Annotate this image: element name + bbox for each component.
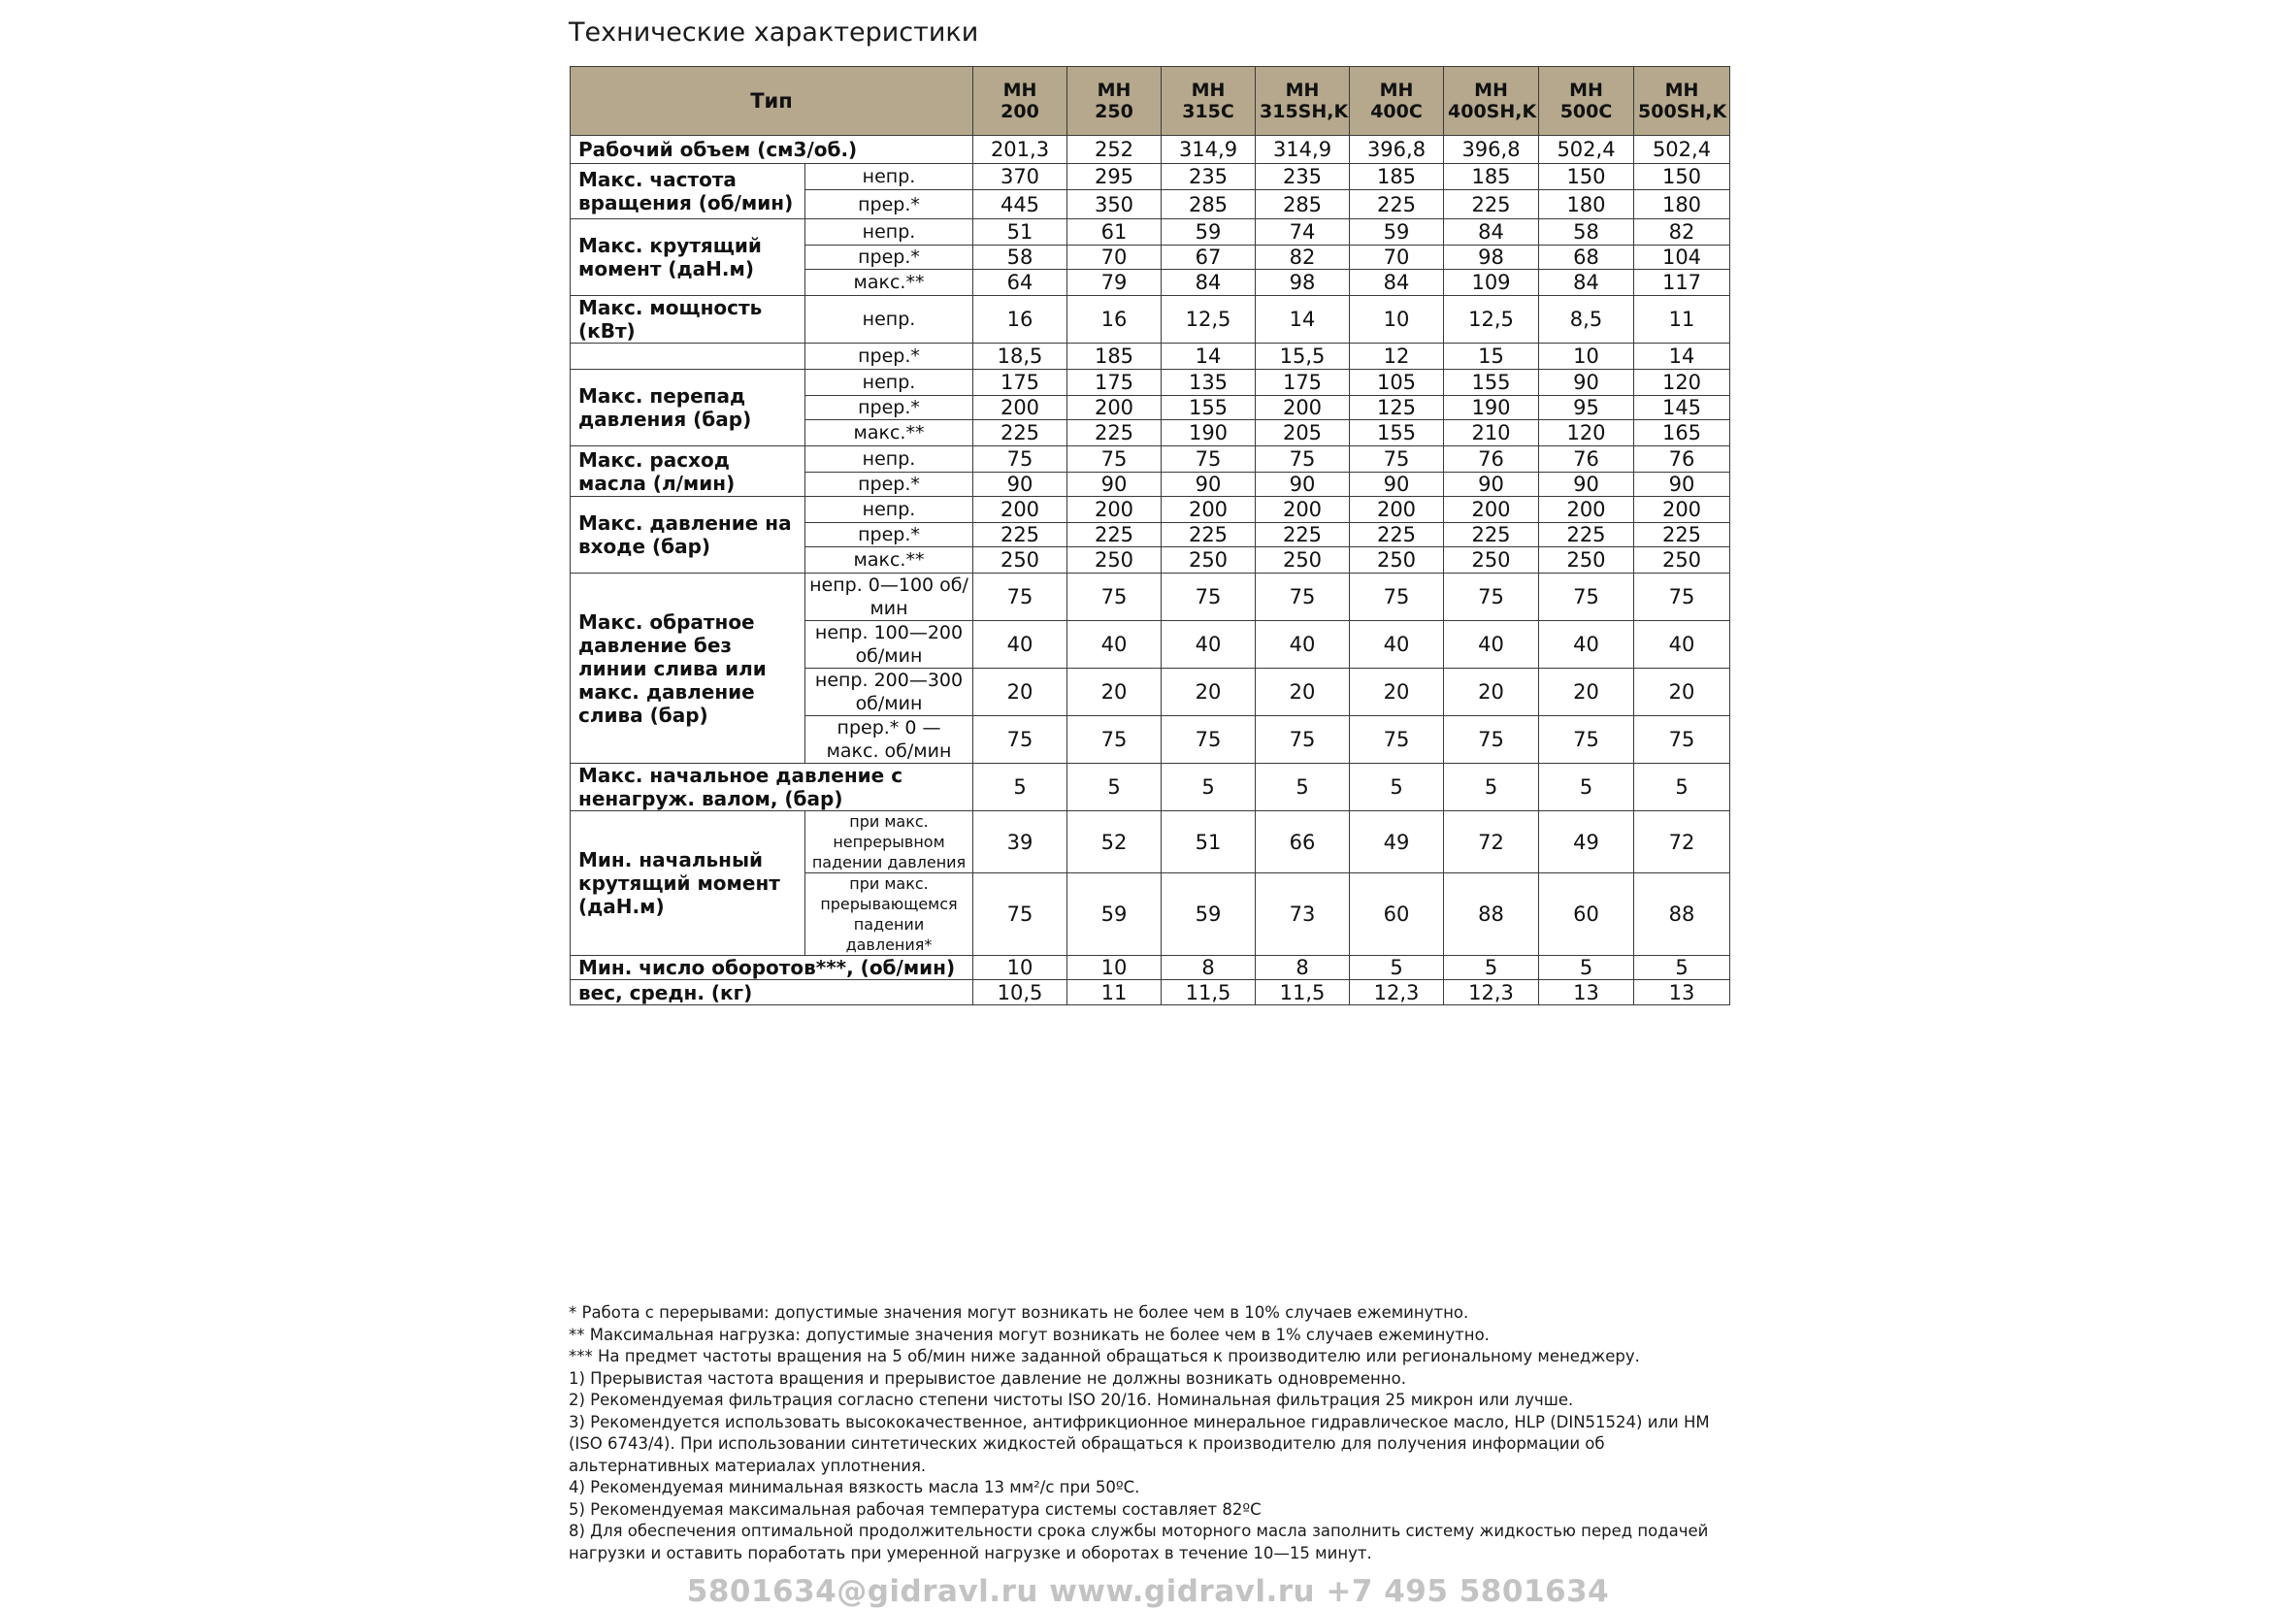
value-cell: 40 <box>1539 621 1634 669</box>
value-cell: 200 <box>1067 396 1162 420</box>
value-cell: 445 <box>973 190 1067 219</box>
value-cell: 61 <box>1067 219 1162 246</box>
value-cell: 210 <box>1444 420 1539 446</box>
value-cell: 75 <box>1162 446 1256 473</box>
value-cell: 14 <box>1162 344 1256 370</box>
condition-label: прер.* <box>805 344 973 370</box>
value-cell: 84 <box>1444 219 1539 246</box>
value-cell: 396,8 <box>1444 136 1539 164</box>
value-cell: 200 <box>1539 497 1634 523</box>
value-cell: 90 <box>1067 473 1162 497</box>
header-model-4 <box>1350 67 1444 136</box>
value-cell: 39 <box>973 811 1067 873</box>
value-cell: 75 <box>1350 446 1444 473</box>
value-cell: 135 <box>1162 370 1256 396</box>
value-cell: 18,5 <box>973 344 1067 370</box>
value-cell: 75 <box>1256 446 1350 473</box>
value-cell: 200 <box>1256 396 1350 420</box>
value-cell: 10 <box>973 956 1067 980</box>
value-cell: 20 <box>1444 669 1539 716</box>
value-cell: 175 <box>973 370 1067 396</box>
footnote: 3) Рекомендуется использовать высококачественное, антифрикционное минеральное гидравлическое масло, HLP (DIN51524) или НМ (ISO 6743/4). При использовании синтетических жидкостей обращаться к производителю для получения информации об альтернативных материалах уплотнения. <box>569 1412 1710 1475</box>
table-row <box>571 370 1730 396</box>
value-cell: 75 <box>1539 716 1634 764</box>
value-cell: 120 <box>1539 420 1634 446</box>
value-cell: 90 <box>1162 473 1256 497</box>
value-cell: 180 <box>1539 190 1634 219</box>
value-cell: 502,4 <box>1539 136 1634 164</box>
value-cell: 185 <box>1067 344 1162 370</box>
value-cell: 225 <box>973 523 1067 547</box>
table-row <box>571 344 1730 370</box>
condition-label: непр. 200—300 об/мин <box>805 669 973 716</box>
value-cell: 5 <box>1539 764 1634 811</box>
value-cell: 98 <box>1256 270 1350 296</box>
condition-label: непр. 0—100 об/мин <box>805 574 973 621</box>
value-cell: 88 <box>1634 873 1730 956</box>
value-cell: 250 <box>1350 547 1444 574</box>
value-cell: 59 <box>1162 873 1256 956</box>
table-row <box>571 574 1730 621</box>
value-cell: 20 <box>1067 669 1162 716</box>
value-cell: 70 <box>1067 246 1162 270</box>
value-cell: 165 <box>1634 420 1730 446</box>
header-model-part: МН <box>1474 80 1508 101</box>
header-model-part: 200 <box>1000 101 1039 122</box>
header-model-part: МН <box>1379 80 1414 101</box>
value-cell: 70 <box>1350 246 1444 270</box>
value-cell: 11,5 <box>1256 980 1350 1005</box>
condition-label: непр. 100—200 об/мин <box>805 621 973 669</box>
value-cell: 40 <box>1350 621 1444 669</box>
value-cell: 40 <box>1162 621 1256 669</box>
condition-label: макс.** <box>805 547 973 574</box>
value-cell: 5 <box>1350 956 1444 980</box>
value-cell: 250 <box>1067 547 1162 574</box>
header-model-part: 315SH,K <box>1260 101 1349 122</box>
value-cell: 10 <box>1350 296 1444 344</box>
header-model-part: 500С <box>1559 101 1613 122</box>
spec-table <box>570 66 1730 1005</box>
value-cell: 314,9 <box>1256 136 1350 164</box>
value-cell: 12 <box>1350 344 1444 370</box>
value-cell: 75 <box>1162 716 1256 764</box>
parameter-label: Макс. обратное давление без линии слива или макс. давление слива (бар) <box>571 574 805 764</box>
value-cell: 8 <box>1162 956 1256 980</box>
value-cell: 73 <box>1256 873 1350 956</box>
table-row <box>571 296 1730 344</box>
condition-label: прер.* <box>805 246 973 270</box>
value-cell: 200 <box>973 497 1067 523</box>
value-cell: 120 <box>1634 370 1730 396</box>
value-cell: 75 <box>1067 574 1162 621</box>
header-model-5 <box>1444 67 1539 136</box>
header-model-part: МН <box>1097 80 1132 101</box>
value-cell: 285 <box>1256 190 1350 219</box>
parameter-label: Мин. число оборотов***, (об/мин) <box>571 956 973 980</box>
condition-label: при макс. прерывающемся падении давления* <box>805 873 973 956</box>
footnote: ** Максимальная нагрузка: допустимые значения могут возникать не более чем в 1% случаев ежеминутно. <box>569 1325 1490 1344</box>
value-cell: 11,5 <box>1162 980 1256 1005</box>
value-cell: 5 <box>1539 956 1634 980</box>
value-cell: 76 <box>1539 446 1634 473</box>
condition-label: макс.** <box>805 420 973 446</box>
value-cell: 145 <box>1634 396 1730 420</box>
footnote: 1) Прерывистая частота вращения и прерывистое давление не должны возникать одновременно. <box>569 1368 1406 1388</box>
value-cell: 12,3 <box>1444 980 1539 1005</box>
value-cell: 225 <box>973 420 1067 446</box>
condition-label: прер.* <box>805 190 973 219</box>
value-cell: 502,4 <box>1634 136 1730 164</box>
value-cell: 5 <box>1067 764 1162 811</box>
header-model-1 <box>1067 67 1162 136</box>
value-cell: 200 <box>1256 497 1350 523</box>
value-cell: 190 <box>1162 420 1256 446</box>
header-model-part: МН <box>1191 80 1226 101</box>
value-cell: 13 <box>1634 980 1730 1005</box>
header-model-part: МН <box>1285 80 1320 101</box>
value-cell: 109 <box>1444 270 1539 296</box>
value-cell: 250 <box>973 547 1067 574</box>
header-model-0 <box>973 67 1067 136</box>
value-cell: 225 <box>1444 190 1539 219</box>
value-cell: 250 <box>1634 547 1730 574</box>
value-cell: 250 <box>1444 547 1539 574</box>
value-cell: 295 <box>1067 164 1162 190</box>
footnote: * Работа с перерывами: допустимые значения могут возникать не более чем в 10% случаев ежеминутно. <box>569 1303 1469 1322</box>
parameter-label: Макс. крутящий момент (даН.м) <box>571 219 805 296</box>
value-cell: 75 <box>1350 716 1444 764</box>
table-row <box>571 764 1730 811</box>
value-cell: 40 <box>973 621 1067 669</box>
value-cell: 58 <box>973 246 1067 270</box>
value-cell: 200 <box>1444 497 1539 523</box>
value-cell: 72 <box>1444 811 1539 873</box>
value-cell: 59 <box>1067 873 1162 956</box>
value-cell: 314,9 <box>1162 136 1256 164</box>
value-cell: 82 <box>1634 219 1730 246</box>
value-cell: 40 <box>1067 621 1162 669</box>
value-cell: 185 <box>1350 164 1444 190</box>
value-cell: 200 <box>1067 497 1162 523</box>
value-cell: 225 <box>1067 420 1162 446</box>
value-cell: 75 <box>1539 574 1634 621</box>
value-cell: 95 <box>1539 396 1634 420</box>
value-cell: 200 <box>1634 497 1730 523</box>
value-cell: 5 <box>1634 764 1730 811</box>
value-cell: 225 <box>1350 190 1444 219</box>
condition-label: непр. <box>805 497 973 523</box>
table-row <box>571 446 1730 473</box>
footnotes <box>569 1302 1733 1564</box>
value-cell: 51 <box>973 219 1067 246</box>
table-row <box>571 980 1730 1005</box>
watermark-contacts: 5801634@gidravl.ru www.gidravl.ru +7 495 5801634 <box>686 1574 1610 1609</box>
value-cell: 68 <box>1539 246 1634 270</box>
value-cell: 12,5 <box>1444 296 1539 344</box>
value-cell: 20 <box>1162 669 1256 716</box>
header-model-part: 315С <box>1182 101 1234 122</box>
value-cell: 205 <box>1256 420 1350 446</box>
value-cell: 5 <box>1444 764 1539 811</box>
condition-label: прер.* 0 — макс. об/мин <box>805 716 973 764</box>
value-cell: 350 <box>1067 190 1162 219</box>
value-cell: 5 <box>1444 956 1539 980</box>
value-cell: 90 <box>1350 473 1444 497</box>
value-cell: 5 <box>1162 764 1256 811</box>
condition-label: прер.* <box>805 523 973 547</box>
value-cell: 75 <box>1444 716 1539 764</box>
value-cell: 75 <box>1067 446 1162 473</box>
value-cell: 5 <box>1256 764 1350 811</box>
value-cell: 66 <box>1256 811 1350 873</box>
parameter-label: Рабочий объем (см3/об.) <box>571 136 973 164</box>
value-cell: 51 <box>1162 811 1256 873</box>
value-cell: 90 <box>973 473 1067 497</box>
value-cell: 40 <box>1444 621 1539 669</box>
header-type-label: Тип <box>571 67 973 136</box>
value-cell: 12,5 <box>1162 296 1256 344</box>
value-cell: 84 <box>1162 270 1256 296</box>
table-row <box>571 956 1730 980</box>
value-cell: 150 <box>1634 164 1730 190</box>
condition-label: прер.* <box>805 473 973 497</box>
value-cell: 180 <box>1634 190 1730 219</box>
value-cell: 90 <box>1444 473 1539 497</box>
condition-label: непр. <box>805 219 973 246</box>
value-cell: 200 <box>973 396 1067 420</box>
table-row <box>571 497 1730 523</box>
value-cell: 225 <box>1350 523 1444 547</box>
value-cell: 125 <box>1350 396 1444 420</box>
value-cell: 16 <box>973 296 1067 344</box>
header-model-part: 400С <box>1370 101 1423 122</box>
value-cell: 84 <box>1539 270 1634 296</box>
header-model-6 <box>1539 67 1634 136</box>
value-cell: 225 <box>1634 523 1730 547</box>
parameter-label: Макс. перепад давления (бар) <box>571 370 805 446</box>
value-cell: 175 <box>1067 370 1162 396</box>
value-cell: 285 <box>1162 190 1256 219</box>
value-cell: 5 <box>973 764 1067 811</box>
value-cell: 98 <box>1444 246 1539 270</box>
condition-label: при макс. непрерывном падении давления <box>805 811 973 873</box>
value-cell: 235 <box>1162 164 1256 190</box>
value-cell: 155 <box>1444 370 1539 396</box>
header-model-part: МН <box>1002 80 1037 101</box>
header-model-part: 250 <box>1095 101 1133 122</box>
value-cell: 75 <box>1256 716 1350 764</box>
value-cell: 13 <box>1539 980 1634 1005</box>
value-cell: 84 <box>1350 270 1444 296</box>
table-row <box>571 219 1730 246</box>
value-cell: 88 <box>1444 873 1539 956</box>
value-cell: 75 <box>1350 574 1444 621</box>
header-model-7 <box>1634 67 1730 136</box>
value-cell: 75 <box>1634 716 1730 764</box>
header-model-part: 400SH,K <box>1448 101 1537 122</box>
footnote: *** На предмет частоты вращения на 5 об/мин ниже заданной обращаться к производителю или региональному менеджеру. <box>569 1347 1640 1365</box>
parameter-label: вес, средн. (кг) <box>571 980 973 1005</box>
value-cell: 117 <box>1634 270 1730 296</box>
parameter-label <box>571 344 805 370</box>
value-cell: 5 <box>1350 764 1444 811</box>
value-cell: 155 <box>1162 396 1256 420</box>
value-cell: 20 <box>973 669 1067 716</box>
value-cell: 79 <box>1067 270 1162 296</box>
value-cell: 67 <box>1162 246 1256 270</box>
value-cell: 15 <box>1444 344 1539 370</box>
value-cell: 250 <box>1162 547 1256 574</box>
value-cell: 20 <box>1350 669 1444 716</box>
footnote: 5) Рекомендуемая максимальная рабочая температура системы составляет 82ºС <box>569 1499 1262 1519</box>
condition-label: прер.* <box>805 396 973 420</box>
value-cell: 59 <box>1350 219 1444 246</box>
parameter-label: Макс. мощность (кВт) <box>571 296 805 344</box>
value-cell: 74 <box>1256 219 1350 246</box>
value-cell: 75 <box>973 446 1067 473</box>
value-cell: 10 <box>1067 956 1162 980</box>
value-cell: 11 <box>1067 980 1162 1005</box>
value-cell: 90 <box>1539 473 1634 497</box>
footnote: 4) Рекомендуемая минимальная вязкость масла 13 мм²/с при 50ºС. <box>569 1478 1140 1496</box>
value-cell: 190 <box>1444 396 1539 420</box>
value-cell: 225 <box>1539 523 1634 547</box>
value-cell: 76 <box>1634 446 1730 473</box>
value-cell: 76 <box>1444 446 1539 473</box>
value-cell: 8 <box>1256 956 1350 980</box>
value-cell: 225 <box>1162 523 1256 547</box>
value-cell: 15,5 <box>1256 344 1350 370</box>
value-cell: 60 <box>1350 873 1444 956</box>
value-cell: 75 <box>1256 574 1350 621</box>
value-cell: 58 <box>1539 219 1634 246</box>
value-cell: 14 <box>1634 344 1730 370</box>
value-cell: 40 <box>1634 621 1730 669</box>
parameter-label: Макс. давление на входе (бар) <box>571 497 805 574</box>
value-cell: 59 <box>1162 219 1256 246</box>
value-cell: 90 <box>1256 473 1350 497</box>
parameter-label: Мин. начальный крутящий момент (даН.м) <box>571 811 805 956</box>
value-cell: 235 <box>1256 164 1350 190</box>
table-row <box>571 164 1730 190</box>
value-cell: 12,3 <box>1350 980 1444 1005</box>
value-cell: 185 <box>1444 164 1539 190</box>
value-cell: 16 <box>1067 296 1162 344</box>
condition-label: непр. <box>805 446 973 473</box>
value-cell: 14 <box>1256 296 1350 344</box>
value-cell: 11 <box>1634 296 1730 344</box>
value-cell: 252 <box>1067 136 1162 164</box>
value-cell: 225 <box>1256 523 1350 547</box>
condition-label: непр. <box>805 164 973 190</box>
value-cell: 20 <box>1634 669 1730 716</box>
value-cell: 10,5 <box>973 980 1067 1005</box>
value-cell: 60 <box>1539 873 1634 956</box>
value-cell: 201,3 <box>973 136 1067 164</box>
table-header <box>571 67 1730 136</box>
page-title: Технические характеристики <box>569 17 979 48</box>
value-cell: 49 <box>1350 811 1444 873</box>
value-cell: 72 <box>1634 811 1730 873</box>
parameter-label: Макс. начальное давление с ненагруж. валом, (бар) <box>571 764 973 811</box>
value-cell: 20 <box>1256 669 1350 716</box>
value-cell: 90 <box>1634 473 1730 497</box>
value-cell: 8,5 <box>1539 296 1634 344</box>
value-cell: 49 <box>1539 811 1634 873</box>
header-model-part: 500SH,K <box>1638 101 1727 122</box>
value-cell: 396,8 <box>1350 136 1444 164</box>
value-cell: 200 <box>1350 497 1444 523</box>
value-cell: 105 <box>1350 370 1444 396</box>
footnote: 2) Рекомендуемая фильтрация согласно степени чистоты ISO 20/16. Номинальная фильтрация 25 микрон или лучше. <box>569 1391 1574 1409</box>
value-cell: 75 <box>973 574 1067 621</box>
value-cell: 150 <box>1539 164 1634 190</box>
value-cell: 75 <box>1162 574 1256 621</box>
value-cell: 155 <box>1350 420 1444 446</box>
value-cell: 75 <box>1067 716 1162 764</box>
value-cell: 5 <box>1634 956 1730 980</box>
value-cell: 10 <box>1539 344 1634 370</box>
table-row <box>571 811 1730 873</box>
footnote: 8) Для обеспечения оптимальной продолжительности срока службы моторного масла заполнить систему жидкостью перед подачей нагрузки и оставить поработать при умеренной нагрузке и оборотах в течение 10—15 минут. <box>569 1522 1709 1562</box>
parameter-label: Макс. расход масла (л/мин) <box>571 446 805 497</box>
value-cell: 52 <box>1067 811 1162 873</box>
value-cell: 75 <box>973 716 1067 764</box>
value-cell: 75 <box>1444 574 1539 621</box>
value-cell: 104 <box>1634 246 1730 270</box>
parameter-label: Макс. частота вращения (об/мин) <box>571 164 805 219</box>
condition-label: непр. <box>805 296 973 344</box>
value-cell: 200 <box>1162 497 1256 523</box>
header-model-3 <box>1256 67 1350 136</box>
header-model-part: МН <box>1569 80 1603 101</box>
value-cell: 370 <box>973 164 1067 190</box>
value-cell: 82 <box>1256 246 1350 270</box>
value-cell: 90 <box>1539 370 1634 396</box>
header-model-part: МН <box>1664 80 1699 101</box>
value-cell: 64 <box>973 270 1067 296</box>
value-cell: 75 <box>973 873 1067 956</box>
value-cell: 175 <box>1256 370 1350 396</box>
value-cell: 250 <box>1256 547 1350 574</box>
value-cell: 225 <box>1444 523 1539 547</box>
table-body <box>571 136 1730 1005</box>
value-cell: 75 <box>1634 574 1730 621</box>
condition-label: непр. <box>805 370 973 396</box>
condition-label: макс.** <box>805 270 973 296</box>
header-model-2 <box>1162 67 1256 136</box>
value-cell: 40 <box>1256 621 1350 669</box>
value-cell: 225 <box>1067 523 1162 547</box>
table-row <box>571 136 1730 164</box>
value-cell: 250 <box>1539 547 1634 574</box>
value-cell: 20 <box>1539 669 1634 716</box>
